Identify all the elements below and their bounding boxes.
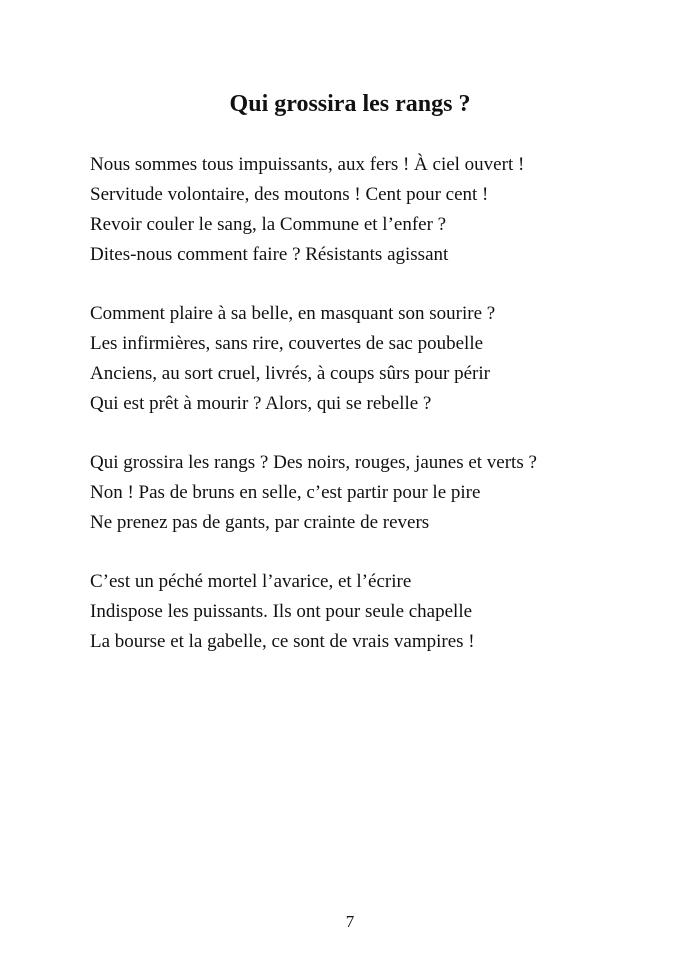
poem-line: Qui est prêt à mourir ? Alors, qui se rebelle ? — [90, 393, 432, 414]
page-number: 7 — [345, 912, 355, 931]
stanza-3 — [90, 448, 650, 538]
poem-line: Indispose les puissants. Ils ont pour seule chapelle — [90, 601, 473, 622]
stanza-2 — [90, 299, 650, 419]
poem-line: Ne prenez pas de gants, par crainte de revers — [90, 512, 430, 533]
poem-line: C’est un péché mortel l’avarice, et l’écrire — [90, 571, 412, 592]
poem-line: Anciens, au sort cruel, livrés, à coups sûrs pour périr — [90, 363, 490, 384]
poem-body — [90, 150, 650, 686]
poem-line: Comment plaire à sa belle, en masquant son sourire ? — [90, 303, 496, 324]
poem-line: Non ! Pas de bruns en selle, c’est partir pour le pire — [90, 482, 481, 503]
poem-line: Revoir couler le sang, la Commune et l’enfer ? — [90, 214, 447, 235]
poem-line: Les infirmières, sans rire, couvertes de sac poubelle — [90, 333, 484, 354]
poem-line: Servitude volontaire, des moutons ! Cent pour cent ! — [90, 184, 489, 205]
stanza-1 — [90, 150, 650, 270]
poem-line: Nous sommes tous impuissants, aux fers ! À ciel ouvert ! — [90, 154, 525, 175]
poem-line: Qui grossira les rangs ? Des noirs, rouges, jaunes et verts ? — [90, 452, 537, 473]
poem-line: Dites-nous comment faire ? Résistants agissant — [90, 244, 449, 265]
poem-title: Qui grossira les rangs ? — [229, 91, 471, 117]
poem-line: La bourse et la gabelle, ce sont de vrais vampires ! — [90, 631, 475, 652]
stanza-4 — [90, 567, 650, 657]
